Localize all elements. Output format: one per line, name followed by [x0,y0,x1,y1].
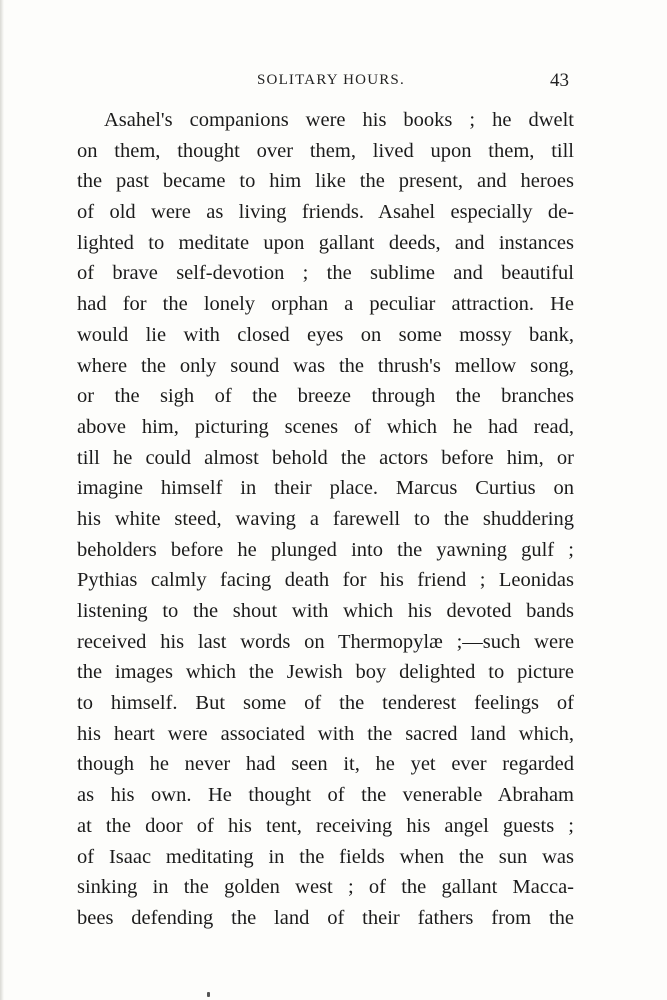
running-head: SOLITARY HOURS. [257,72,405,88]
text-line: imagine himself in their place. Marcus Curtius on [77,477,574,500]
text-line: till he could almost behold the actors before him, or [77,446,574,469]
text-line: his heart were associated with the sacred land which, [77,722,574,745]
text-line: his white steed, waving a farewell to the shuddering [77,507,574,530]
text-line: or the sigh of the breeze through the branches [77,385,574,408]
text-line: the past became to him like the present, and heroes [77,170,574,193]
body-text [77,105,574,934]
text-line: on them, thought over them, lived upon them, till [77,139,574,162]
text-line: sinking in the golden west ; of the gallant Macca- [77,876,574,899]
text-line: received his last words on Thermopylæ ;—such were [77,630,574,653]
page-number: 43 [550,70,569,91]
text-line: at the door of his tent, receiving his angel guests ; [77,814,574,837]
text-line: as his own. He thought of the venerable Abraham [77,784,574,807]
text-line: where the only sound was the thrush's mellow song, [77,354,574,377]
text-line: of brave self-devotion ; the sublime and beautiful [77,262,574,285]
text-line: to himself. But some of the tenderest feelings of [77,692,574,715]
text-line: of old were as living friends. Asahel especially de- [77,201,574,224]
text-line: had for the lonely orphan a peculiar attraction. He [77,293,574,316]
text-line: of Isaac meditating in the fields when the sun was [77,845,574,868]
text-line: listening to the shout with which his devoted bands [77,600,574,622]
ink-speck [207,992,210,997]
text-line: Asahel's companions were his books ; he dwelt [104,109,574,131]
text-line: Pythias calmly facing death for his friend ; Leonidas [77,569,574,592]
page-edge-shadow [0,0,4,1000]
text-line: lighted to meditate upon gallant deeds, and instances [77,231,574,254]
text-line: bees defending the land of their fathers from the [77,906,574,929]
text-line: above him, picturing scenes of which he had read, [77,415,574,438]
text-line: beholders before he plunged into the yawning gulf ; [77,538,574,561]
text-line: though he never had seen it, he yet ever regarded [77,753,574,776]
text-line: would lie with closed eyes on some mossy bank, [77,323,574,346]
text-line: the images which the Jewish boy delighted to picture [77,661,574,684]
